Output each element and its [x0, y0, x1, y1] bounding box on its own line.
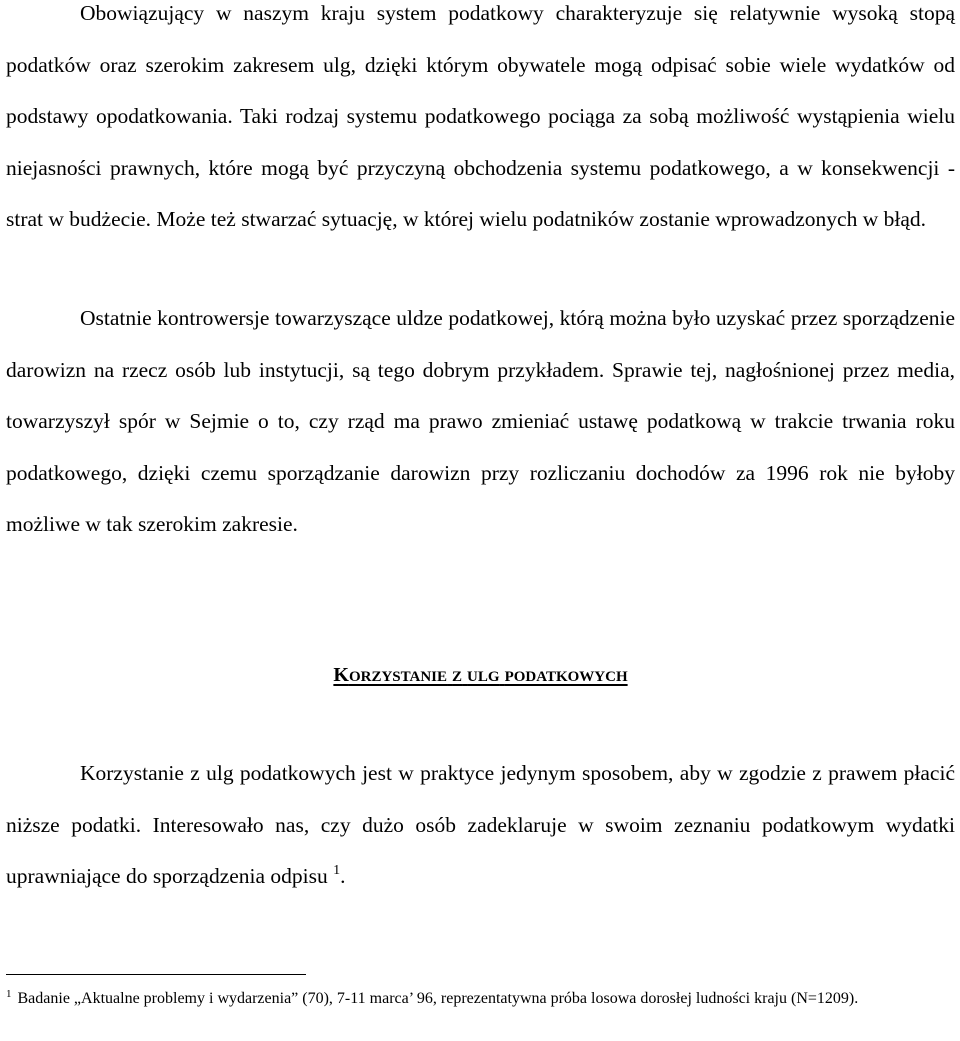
footnote: [6, 986, 955, 1011]
heading-word-1: ORZYSTANIE: [348, 669, 448, 685]
paragraph-tax-system: Obowiązujący w naszym kraju system podatkowy charakteryzuje się relatywnie wysoką stopą podatków oraz szerokim zakresem ulg, dzięki którym obywatele mogą odpisać sobie wiele wydatków od podstawy opodatkowania. Taki rodzaj systemu podatkowego pociąga za sobą możliwość wystąpienia wielu niejasności prawnych, które mogą być przyczyną obchodzenia systemu podatkowego, a w konsekwencji - strat w budżecie. Może też stwarzać sytuację, w której wielu podatników zostanie wprowadzonych w błąd.: [6, 1, 955, 231]
footnote-text: Badanie „Aktualne problemy i wydarzenia” (70), 7-11 marca’ 96, reprezentatywna próba losowa dorosłej ludności kraju (N=1209).: [17, 990, 859, 1007]
footnote-number: 1: [6, 988, 12, 1000]
paragraph-controversy: Ostatnie kontrowersje towarzyszące uldze podatkowej, którą można było uzyskać przez sporządzenie darowizn na rzecz osób lub instytucji, są tego dobrym przykładem. Sprawie tej, nagłośnionej przez media, towarzyszył spór w Sejmie o to, czy rząd ma prawo zmieniać ustawę podatkową w trakcie trwania roku podatkowego, dzięki czemu sporządzanie darowizn przy rozliczaniu dochodów za 1996 rok nie byłoby możliwe w tak szerokim zakresie.: [6, 306, 955, 536]
heading-initial: K: [333, 664, 349, 686]
paragraph-end-period: .: [340, 864, 346, 888]
section-heading: [6, 660, 955, 692]
footnote-reference[interactable]: 1: [333, 863, 341, 878]
heading-word-2: Z: [452, 669, 463, 685]
heading-word-4: PODATKOWYCH: [504, 669, 628, 685]
paragraph-tax-reliefs-text: Korzystanie z ulg podatkowych jest w praktyce jedynym sposobem, aby w zgodzie z prawem płacić niższe podatki. Interesowało nas, czy dużo osób zadeklaruje w swoim zeznaniu podatkowym wydatki uprawniające do sporządzenia odpisu: [6, 761, 955, 888]
paragraph-tax-reliefs: [6, 748, 955, 903]
heading-word-3: ULG: [467, 669, 500, 685]
footnote-separator: [6, 974, 306, 975]
